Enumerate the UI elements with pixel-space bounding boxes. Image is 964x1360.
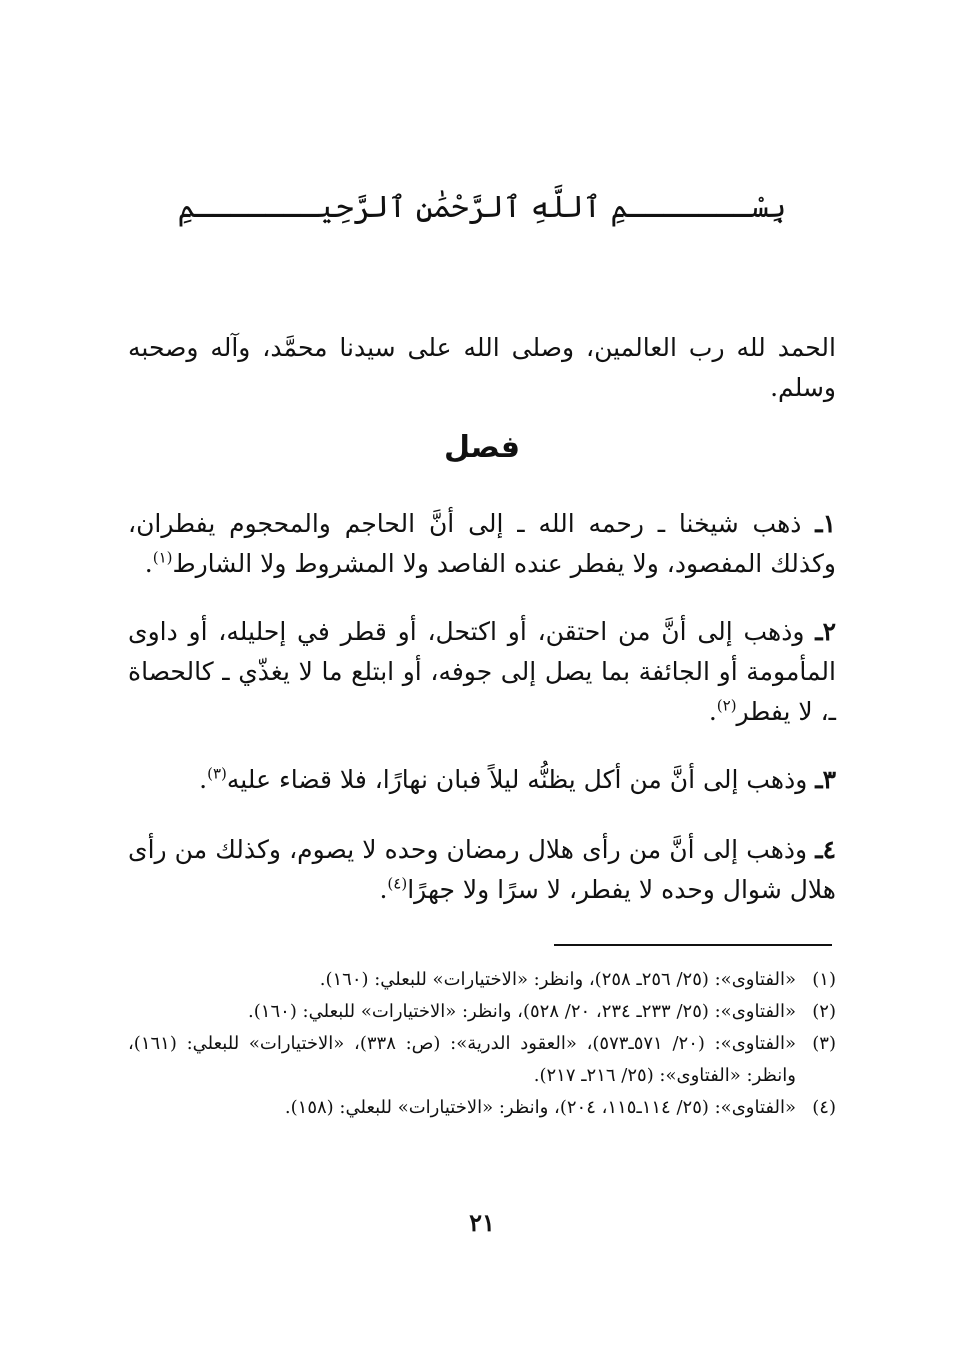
- paragraph-4: [128, 830, 836, 910]
- footnote-item: [128, 964, 836, 996]
- footnote-ref[interactable]: (٣): [207, 764, 227, 783]
- footnote-item: [128, 996, 836, 1028]
- footnote-number: (٣): [812, 1033, 836, 1054]
- page-number: ٢١: [469, 1208, 495, 1237]
- paragraph-end: .: [379, 875, 388, 904]
- footnotes: [128, 964, 836, 1124]
- section-heading: فصل: [444, 430, 520, 465]
- footnote-ref[interactable]: (١): [152, 548, 173, 567]
- footnote-number: (١): [812, 969, 836, 990]
- footnote-item: [128, 1028, 836, 1092]
- paragraph-text: ذهب شيخنا ـ رحمه الله ـ إلى أنَّ الحاجم والمحجوم يفطران، وكذلك المفصود، ولا يفطر عنده الفاصد ولا المشروط ولا الشارط: [128, 509, 836, 578]
- paragraph-1: [128, 504, 836, 584]
- paragraph-number: ٤ـ: [815, 835, 836, 864]
- paragraph-end: .: [199, 765, 208, 794]
- footnote-text: «الفتاوى»: (٢٥/ ٢٥٦ـ ٢٥٨)، وانظر: «الاختيارات» للبعلي: (١٦٠).: [319, 969, 796, 990]
- footnote-ref[interactable]: (٢): [716, 696, 737, 715]
- footnote-text: «الفتاوى»: (٢٥/ ١١٤ـ١١٥، ٢٠٤)، وانظر: «الاختيارات» للبعلي: (١٥٨).: [284, 1097, 796, 1118]
- paragraph-number: ٣ـ: [815, 765, 836, 794]
- paragraph-number: ٢ـ: [815, 617, 836, 646]
- paragraph-text: وذهب إلى أنَّ من أكل يظنُّه ليلاً فبان نهارًا، فلا قضاء عليه: [226, 765, 816, 794]
- paragraph-end: .: [708, 697, 717, 726]
- footnote-ref[interactable]: (٤): [387, 874, 408, 893]
- intro-paragraph: الحمد لله رب العالمين، وصلى الله على سيدنا محمَّد، وآله وصحبه وسلم.: [128, 333, 836, 402]
- footnote-text: «الفتاوى»: (٢٠/ ٥٧١ـ٥٧٣)، «العقود الدرية»: (ص: ٣٣٨)، «الاختيارات» للبعلي: (١٦١)، وانظر: «الفتاوى»: (٢٥/ ٢١٦ـ ٢١٧).: [128, 1033, 796, 1086]
- basmala-calligraphy: بِسْـــــــمِ ٱللَّهِ ٱلرَّحْمَٰنِ ٱلرَّحِيـــــــمِ: [177, 190, 787, 225]
- paragraph-end: .: [144, 549, 153, 578]
- paragraph-2: [128, 612, 836, 732]
- footnote-separator: [554, 944, 832, 946]
- paragraph-text: وذهب إلى أنَّ من رأى هلال رمضان وحده لا يصوم، وكذلك من رأى هلال شوال وحده لا يفطر، لا سرًا ولا جهرًا: [128, 835, 836, 904]
- footnote-text: «الفتاوى»: (٢٥/ ٢٣٣ـ ٢٣٤، ٢٠/ ٥٢٨)، وانظر: «الاختيارات» للبعلي: (١٦٠).: [248, 1001, 796, 1022]
- footnote-number: (٤): [812, 1097, 836, 1118]
- paragraph-text: وذهب إلى أنَّ من احتقن، أو اكتحل، أو قطر في إحليله، أو داوى المأمومة أو الجائفة بما يصل إلى جوفه، أو ابتلع ما لا يغذّي ـ كالحصاة ـ، لا يفطر: [128, 617, 836, 726]
- footnote-item: [128, 1092, 836, 1124]
- paragraph-number: ١ـ: [815, 509, 836, 538]
- footnote-number: (٢): [812, 1001, 836, 1022]
- paragraph-3: [128, 760, 836, 800]
